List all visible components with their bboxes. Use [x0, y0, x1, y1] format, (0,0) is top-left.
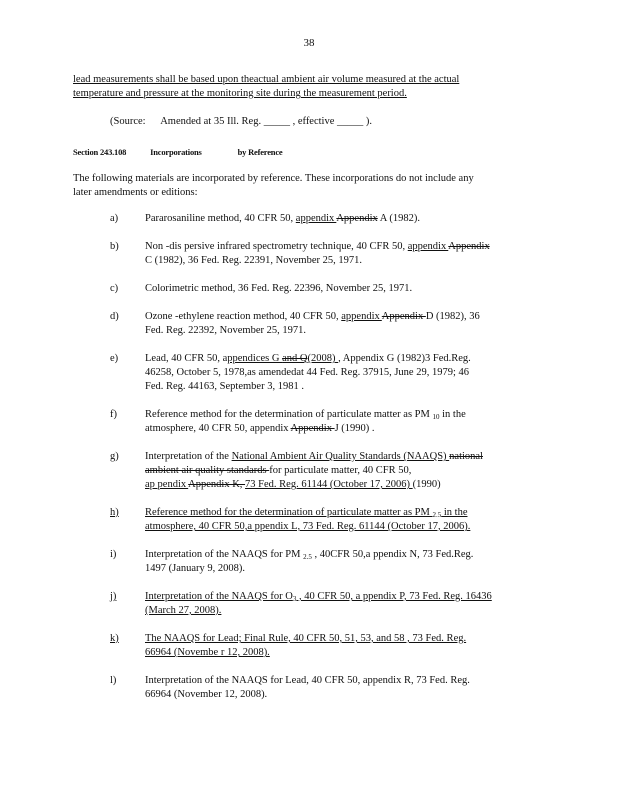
- item-g-deleted-2: ambient air quality standards: [145, 465, 270, 476]
- item-a-deleted: Appendix: [336, 213, 378, 224]
- item-e-deleted: and Q: [282, 353, 308, 364]
- item-f-text-2: atmosphere, 40 CFR 50, appendix: [145, 423, 291, 434]
- item-a: [145, 212, 545, 226]
- item-f-line-1: [145, 408, 545, 422]
- intro-line-2: later amendments or editions:: [73, 187, 198, 198]
- item-d-line-2: Fed. Reg. 22392, November 25, 1971.: [145, 325, 306, 336]
- item-g-deleted: national: [449, 451, 483, 462]
- item-e-inserted: ppendices G: [227, 353, 283, 364]
- item-i-subscript: 2.5: [303, 553, 312, 561]
- item-d-label: d): [110, 311, 119, 322]
- item-j-label: j): [110, 591, 117, 602]
- item-f-text-2-end: J (1990) .: [334, 423, 375, 434]
- item-e-inserted-2: (2008): [307, 353, 339, 364]
- item-f-subscript: 10: [432, 413, 440, 421]
- item-a-text: Pararosaniline method, 40 CFR 50,: [145, 213, 296, 224]
- item-j-line-1: [145, 590, 545, 604]
- item-e-line-3: Fed. Reg. 44163, September 3, 1981 .: [145, 381, 304, 392]
- item-g-label: g): [110, 451, 119, 462]
- item-a-text-end: A (1982).: [377, 213, 421, 224]
- item-l-label: l): [110, 675, 117, 686]
- item-f-deleted: Appendix: [290, 423, 335, 434]
- item-h-line-1: [145, 506, 545, 520]
- item-i-line-2: 1497 (January 9, 2008).: [145, 563, 246, 574]
- item-i-line-1: [145, 548, 545, 562]
- source-text: Amended at 35 Ill. Reg. _____ , effective _____ ).: [160, 116, 372, 127]
- item-g-line-3: [145, 478, 545, 492]
- item-d-text-end: D (1982), 36: [425, 311, 480, 322]
- item-b-text: Non -dis persive infrared spectrometry technique, 40 CFR 50,: [145, 241, 408, 252]
- item-i-text-end: , 40CFR 50,a ppendix N, 73 Fed.Reg.: [311, 549, 474, 560]
- item-f-label: f): [110, 409, 117, 420]
- page-number: 38: [303, 37, 315, 49]
- para-line-1: lead measurements shall be based upon theactual ambient air volume measured at the actual: [73, 74, 460, 85]
- item-k-label: k): [110, 633, 119, 644]
- item-g-deleted-3: Appendix K,: [188, 479, 246, 490]
- item-j-text: Interpretation of the NAAQS for O: [145, 591, 293, 602]
- source-note: [110, 115, 372, 129]
- item-d-deleted: Appendix: [381, 311, 426, 322]
- item-d-line-1: [145, 310, 545, 324]
- para-line-2: temperature and pressure at the monitoring site during the measurement period.: [73, 88, 407, 99]
- item-d-text: Ozone -ethylene reaction method, 40 CFR 50,: [145, 311, 342, 322]
- item-h-label: h): [110, 507, 119, 518]
- item-g-line-1: [145, 450, 545, 464]
- item-j-subscript: 3: [292, 595, 297, 603]
- item-b-line-2: C (1982), 36 Fed. Reg. 22391, November 25, 1971.: [145, 255, 362, 266]
- item-l-line-1: Interpretation of the NAAQS for Lead, 40 CFR 50, appendix R, 73 Fed. Reg.: [145, 675, 470, 686]
- item-a-inserted: appendix: [295, 213, 337, 224]
- item-h-subscript: 2.5: [432, 511, 442, 519]
- item-g-line-2: [145, 464, 545, 478]
- item-f-line-2: [145, 422, 545, 436]
- item-g-text: Interpretation of the: [145, 451, 232, 462]
- item-b-line-1: [145, 240, 545, 254]
- item-b-deleted: Appendix: [448, 241, 490, 252]
- item-k-line-1: The NAAQS for Lead; Final Rule, 40 CFR 50, 51, 53, and 58 , 73 Fed. Reg.: [145, 633, 467, 644]
- item-l-line-2: 66964 (November 12, 2008).: [145, 689, 268, 700]
- item-e-line-2: 46258, October 5, 1978,as amendedat 44 Fed. Reg. 37915, June 29, 1979; 46: [145, 367, 469, 378]
- item-a-label: a): [110, 213, 119, 224]
- item-b-inserted: appendix: [407, 241, 449, 252]
- item-g-text-3: (1990): [412, 479, 441, 490]
- item-c-label: c): [110, 283, 119, 294]
- section-title: Incorporations: [150, 147, 202, 157]
- item-g-text-2: for particulate matter, 40 CFR 50,: [269, 465, 412, 476]
- item-f-text: Reference method for the determination of particulate matter as PM: [145, 409, 433, 420]
- section-number: Section 243.108: [73, 147, 127, 157]
- item-j-line-2: (March 27, 2008).: [145, 605, 222, 616]
- item-g-inserted-3: ap pendix: [145, 479, 189, 490]
- section-heading: [73, 145, 282, 159]
- item-j-text-end: , 40 CFR 50, a ppendix P, 73 Fed. Reg. 16436: [296, 591, 492, 602]
- intro-line-1: The following materials are incorporated by reference. These incorporations do not include any: [73, 173, 474, 184]
- item-g-inserted: National Ambient Air Quality Standards (NAAQS): [231, 451, 450, 462]
- item-k-line-2: 66964 (Novembe r 12, 2008).: [145, 647, 270, 658]
- item-h-text: Reference method for the determination of particulate matter as PM: [145, 507, 433, 518]
- item-d-inserted: appendix: [341, 311, 382, 322]
- item-g-inserted-4: 73 Fed. Reg. 61144 (October 17, 2006): [245, 479, 413, 490]
- item-h-text-end: in the: [441, 507, 468, 518]
- item-f-text-end: in the: [439, 409, 466, 420]
- item-b-label: b): [110, 241, 119, 252]
- item-c: Colorimetric method, 36 Fed. Reg. 22396, November 25, 1971.: [145, 283, 413, 294]
- item-e-line-1: [145, 352, 545, 366]
- section-by: by Reference: [237, 147, 283, 157]
- item-i-text: Interpretation of the NAAQS for PM: [145, 549, 304, 560]
- item-i-label: i): [110, 549, 117, 560]
- item-e-text: Lead, 40 CFR 50, a: [145, 353, 228, 364]
- item-e-label: e): [110, 353, 119, 364]
- item-e-text-end: , Appendix G (1982)3 Fed.Reg.: [338, 353, 471, 364]
- item-h-line-2: atmosphere, 40 CFR 50,a ppendix L, 73 Fed. Reg. 61144 (October 17, 2006).: [145, 521, 471, 532]
- source-label: (Source:: [110, 116, 146, 127]
